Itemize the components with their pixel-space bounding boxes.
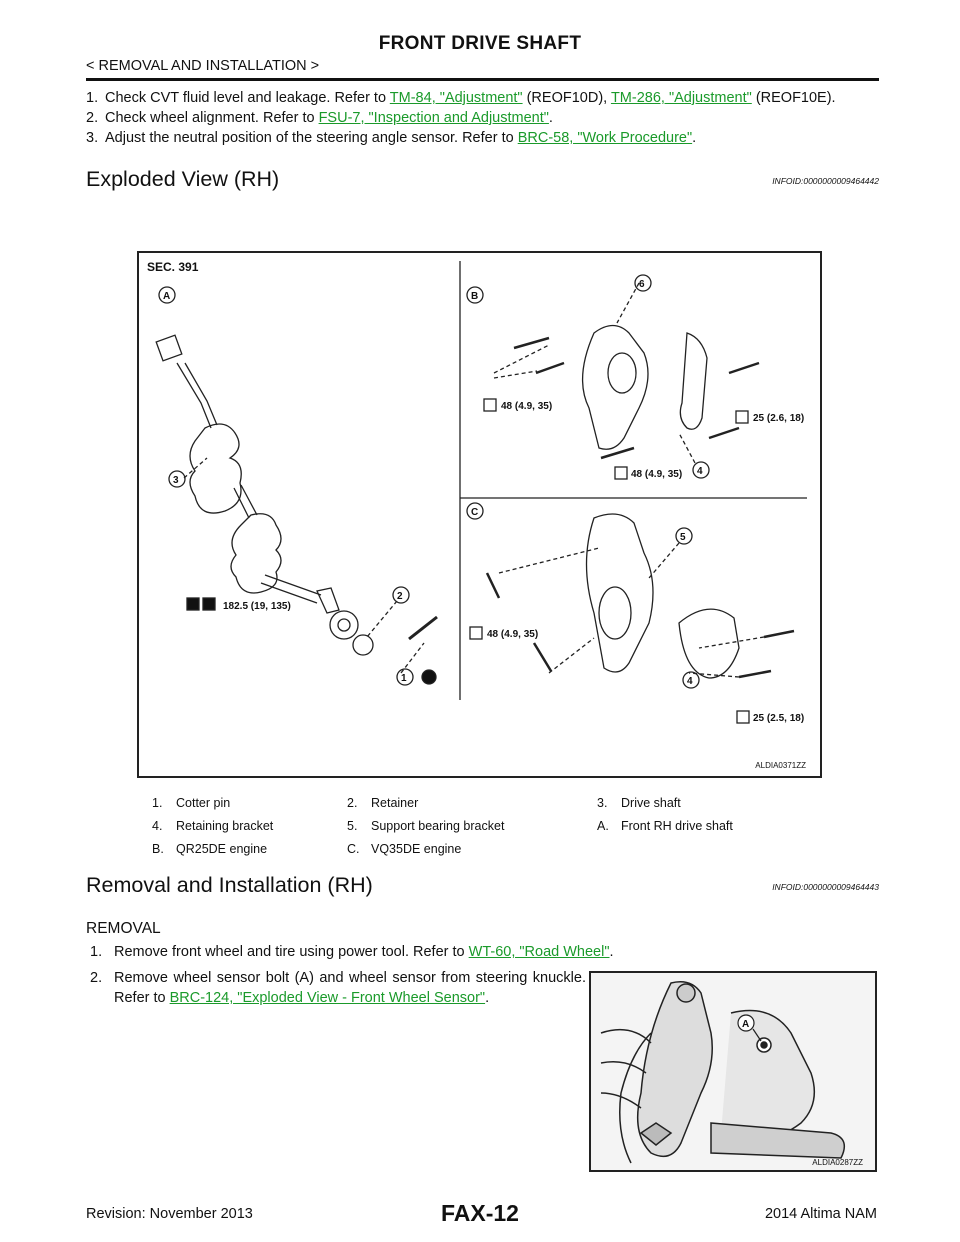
footer-page-number: FAX-12 [441, 1200, 519, 1226]
removal-steps [86, 942, 614, 1014]
callout-3: 3 [173, 475, 179, 486]
callout-4b: 4 [687, 676, 693, 687]
torque-48c: 48 (4.9, 35) [487, 629, 539, 640]
torque-48b: 48 (4.9, 35) [631, 469, 683, 480]
wheel-sensor-illustration [591, 973, 875, 1170]
intro-step [86, 108, 880, 128]
callout-4: 4 [697, 466, 703, 477]
ref-link-tm286[interactable]: TM-286, "Adjustment" [610, 90, 752, 106]
header-rule [86, 78, 879, 81]
photo-callout-a: A [742, 1019, 750, 1030]
callout-6: 6 [639, 279, 645, 290]
exploded-view-figure [137, 251, 822, 778]
intro-steps [86, 88, 880, 148]
legend-item: B. QR25DE engine [152, 841, 268, 856]
torque-25b: 25 (2.5, 18) [753, 713, 805, 724]
callout-a: A [163, 291, 171, 302]
step-number: 1. [86, 90, 99, 106]
legend-item: 3. Drive shaft [597, 795, 681, 810]
callout-c: C [471, 507, 479, 518]
legend-row [137, 791, 822, 814]
removal-heading: Removal and Installation (RH) [86, 873, 373, 897]
torque-182: 182.5 (19, 135) [223, 601, 291, 612]
section-breadcrumb: < REMOVAL AND INSTALLATION > [86, 58, 320, 74]
removal-step: 2. Remove wheel sensor bolt (A) and wheel sensor from steering knuckle. Refer to BRC-124, "Exploded View - Front Wheel Sensor". [90, 970, 586, 1006]
sec-label: SEC. 391 [147, 260, 199, 274]
wheel-sensor-photo [589, 971, 877, 1172]
ref-link-wt60[interactable]: WT-60, "Road Wheel" [468, 944, 610, 960]
legend-table [137, 791, 822, 860]
footer-revision: Revision: November 2013 [86, 1206, 253, 1222]
photo-code: ALDIA0287ZZ [812, 1158, 863, 1167]
intro-step [86, 128, 880, 148]
legend-item: 1. Cotter pin [152, 795, 231, 810]
intro-step [86, 88, 880, 108]
removal-subheading: REMOVAL [86, 920, 161, 937]
step-number: 2. [86, 110, 99, 126]
callout-2: 2 [397, 591, 403, 602]
figure-code: ALDIA0371ZZ [755, 761, 806, 770]
removal-infoid: INFOID:0000000009464443 [772, 882, 879, 892]
legend-item: 2. Retainer [347, 795, 419, 810]
ref-link-fsu7[interactable]: FSU-7, "Inspection and Adjustment" [318, 110, 549, 126]
step-number: 3. [86, 130, 99, 146]
ref-link-brc58[interactable]: BRC-58, "Work Procedure" [517, 130, 693, 146]
torque-48a: 48 (4.9, 35) [501, 401, 553, 412]
legend-item: A. Front RH drive shaft [597, 818, 733, 833]
exploded-diagram [139, 253, 820, 776]
legend-item: 5. Support bearing bracket [347, 818, 505, 833]
legend-row [137, 837, 822, 860]
legend-row [137, 814, 822, 837]
exploded-infoid: INFOID:0000000009464442 [772, 176, 879, 186]
callout-5: 5 [680, 532, 686, 543]
callout-1: 1 [401, 673, 407, 684]
ref-link-brc124[interactable]: BRC-124, "Exploded View - Front Wheel Sensor" [169, 990, 486, 1006]
footer-model: 2014 Altima NAM [764, 1206, 877, 1222]
step-text: Adjust the neutral position of the steering angle sensor. Refer to BRC-58, "Work Procedure". [105, 130, 697, 146]
legend-item: 4. Retaining bracket [152, 818, 274, 833]
exploded-view-heading: Exploded View (RH) [86, 167, 280, 191]
ref-link-tm84[interactable]: TM-84, "Adjustment" [389, 90, 523, 106]
step-text: Check wheel alignment. Refer to FSU-7, "Inspection and Adjustment". [105, 110, 553, 126]
removal-step: 1. Remove front wheel and tire using power tool. Refer to WT-60, "Road Wheel". [90, 944, 614, 960]
step-text: Check CVT fluid level and leakage. Refer to TM-84, "Adjustment" (REOF10D), TM-286, "Adjustment" (REOF10E). [105, 90, 836, 106]
torque-25a: 25 (2.6, 18) [753, 413, 805, 424]
legend-item: C. VQ35DE engine [347, 841, 462, 856]
page-title: FRONT DRIVE SHAFT [378, 33, 582, 54]
callout-b: B [471, 291, 479, 302]
